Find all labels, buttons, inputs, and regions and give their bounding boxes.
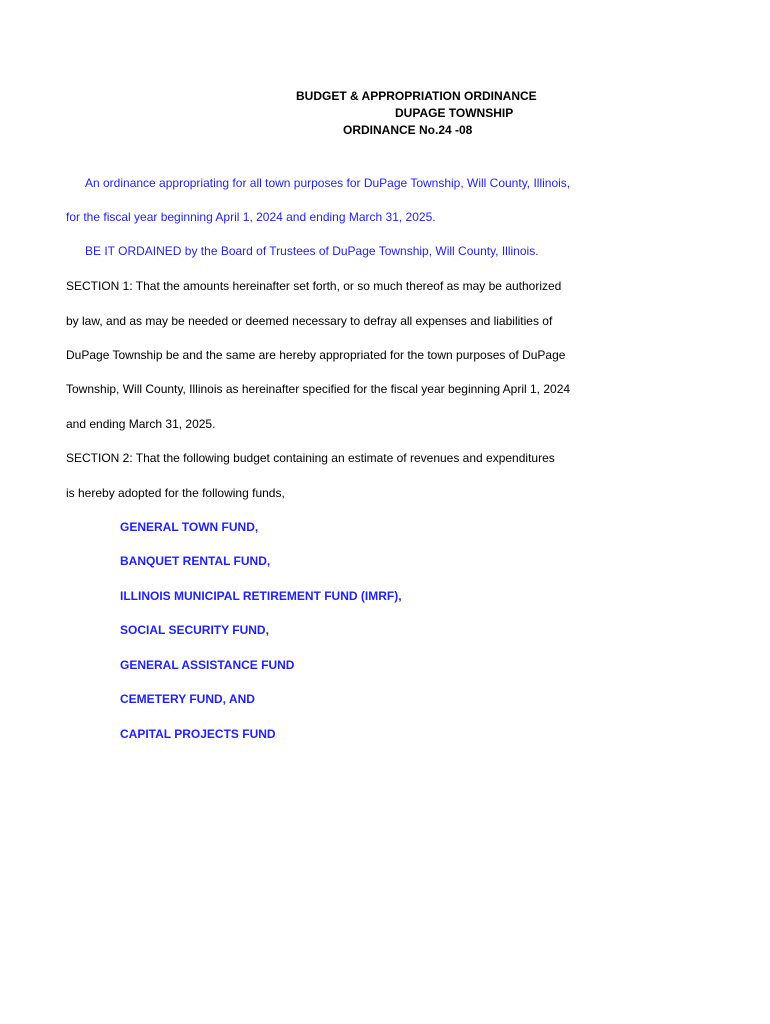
ordained-clause: BE IT ORDAINED by the Board of Trustees of DuPage Township, Will County, Illinois. bbox=[85, 244, 539, 258]
section2-line: SECTION 2: That the following budget containing an estimate of revenues and expenditures bbox=[66, 451, 555, 465]
section1-line: DuPage Township be and the same are hereby appropriated for the town purposes of DuPage bbox=[66, 348, 566, 362]
intro-line: for the fiscal year beginning April 1, 2024 and ending March 31, 2025. bbox=[66, 210, 436, 224]
fund-list-item: SOCIAL SECURITY FUND, bbox=[120, 623, 269, 637]
section1-line: by law, and as may be needed or deemed necessary to defray all expenses and liabilities of bbox=[66, 314, 553, 328]
fund-list-item: GENERAL TOWN FUND, bbox=[120, 520, 259, 534]
fund-list-item: ILLINOIS MUNICIPAL RETIREMENT FUND (IMRF), bbox=[120, 589, 402, 603]
section1-line: and ending March 31, 2025. bbox=[66, 417, 216, 431]
township-name: DUPAGE TOWNSHIP bbox=[395, 106, 514, 120]
section1-line: SECTION 1: That the amounts hereinafter set forth, or so much thereof as may be authorized bbox=[66, 279, 562, 293]
fund-list-item: CEMETERY FUND, AND bbox=[120, 692, 255, 706]
fund-list-item: BANQUET RENTAL FUND, bbox=[120, 554, 271, 568]
fund-list-item: CAPITAL PROJECTS FUND bbox=[120, 727, 276, 741]
intro-line: An ordinance appropriating for all town purposes for DuPage Township, Will County, Illinois, bbox=[85, 176, 571, 190]
section1-line: Township, Will County, Illinois as hereinafter specified for the fiscal year beginning April 1, 2024 bbox=[66, 382, 571, 396]
ordinance-title: BUDGET & APPROPRIATION ORDINANCE bbox=[296, 89, 537, 103]
fund-list-item: GENERAL ASSISTANCE FUND bbox=[120, 658, 295, 672]
ordinance-number: ORDINANCE No.24 -08 bbox=[343, 123, 473, 137]
section2-line: is hereby adopted for the following funds, bbox=[66, 486, 285, 500]
